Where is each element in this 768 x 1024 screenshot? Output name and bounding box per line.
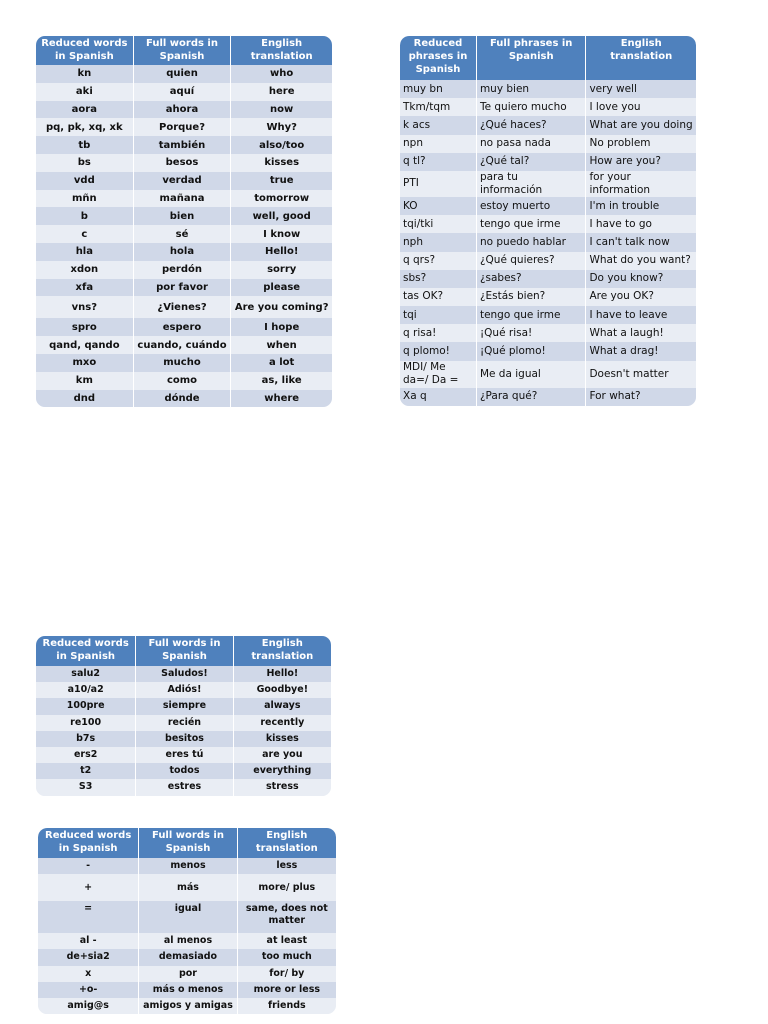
table-cell: well, good: [231, 207, 332, 225]
table-cell: recently: [234, 715, 331, 731]
table-cell: hla: [36, 243, 134, 261]
table-cell: S3: [36, 779, 136, 795]
table-cell: al -: [38, 933, 139, 949]
table-cell: tas OK?: [400, 288, 477, 306]
table-cell: Saludos!: [136, 666, 233, 682]
table-row: [36, 207, 332, 225]
table-header-row: [36, 636, 331, 666]
table-row: [36, 682, 331, 698]
column-header: English translation: [231, 36, 332, 65]
table-cell: tomorrow: [231, 190, 332, 208]
table-row: [38, 901, 336, 933]
table-cell: true: [231, 172, 332, 190]
table-cell: npn: [400, 135, 477, 153]
table-body: [38, 858, 336, 1014]
table-cell: more/ plus: [238, 874, 336, 901]
table-cell: as, like: [231, 372, 332, 390]
table-header-row: [36, 36, 332, 65]
table-row: [400, 171, 696, 197]
table-cell: xfa: [36, 279, 134, 297]
table-cell: nph: [400, 233, 477, 251]
table-cell: =: [38, 901, 139, 933]
table-cell: ¿Vienes?: [134, 296, 232, 318]
table-body: [400, 80, 696, 406]
table-row: [38, 949, 336, 965]
table-cell: aki: [36, 83, 134, 101]
table-row: [36, 336, 332, 354]
table-row: [36, 190, 332, 208]
table-cell: friends: [238, 998, 336, 1014]
table-row: [400, 80, 696, 98]
table-cell: ¡Qué risa!: [477, 324, 587, 342]
table-cell: Do you know?: [586, 270, 696, 288]
table-cell: +o-: [38, 982, 139, 998]
table-cell: ¡Qué plomo!: [477, 342, 587, 360]
table-cell: demasiado: [139, 949, 237, 965]
table-cell: What are you doing: [586, 116, 696, 134]
table-cell: Hello!: [231, 243, 332, 261]
table-row: [38, 998, 336, 1014]
table-row: [36, 318, 332, 336]
table-cell: más o menos: [139, 982, 237, 998]
table-cell: también: [134, 136, 232, 154]
table-cell: aora: [36, 101, 134, 119]
table-row: [400, 98, 696, 116]
table-cell: cuando, cuándo: [134, 336, 232, 354]
table-row: [400, 361, 696, 388]
table-cell: kisses: [231, 154, 332, 172]
table-row: [38, 933, 336, 949]
table-cell: here: [231, 83, 332, 101]
table-cell: mucho: [134, 354, 232, 372]
table-cell: I hope: [231, 318, 332, 336]
table-row: [36, 698, 331, 714]
table-cell: bs: [36, 154, 134, 172]
phrases-table-clip: [400, 36, 696, 430]
table-cell: KO: [400, 197, 477, 215]
table-cell: -: [38, 858, 139, 874]
table-cell: now: [231, 101, 332, 119]
table-row: [36, 154, 332, 172]
table-cell: amig@s: [38, 998, 139, 1014]
table-cell: I have to leave: [586, 306, 696, 324]
table-cell: xdon: [36, 261, 134, 279]
table-cell: stress: [234, 779, 331, 795]
table-row: [36, 118, 332, 136]
table-cell: are you: [234, 747, 331, 763]
table-row: [36, 296, 332, 318]
table-cell: for/ by: [238, 966, 336, 982]
table-cell: espero: [134, 318, 232, 336]
table-cell: vns?: [36, 296, 134, 318]
table-cell: Are you coming?: [231, 296, 332, 318]
table-cell: tqi/tki: [400, 215, 477, 233]
table-row: [400, 252, 696, 270]
table-row: [400, 342, 696, 360]
table-row: [36, 779, 331, 795]
table-cell: hola: [134, 243, 232, 261]
table-cell: eres tú: [136, 747, 233, 763]
table-cell: ¿sabes?: [477, 270, 587, 288]
column-header: English translation: [234, 636, 331, 666]
table-cell: siempre: [136, 698, 233, 714]
table-row: [36, 65, 332, 83]
table-cell: What do you want?: [586, 252, 696, 270]
table-cell: k acs: [400, 116, 477, 134]
table-row: [36, 101, 332, 119]
table-cell: bien: [134, 207, 232, 225]
table-cell: ¿Qué tal?: [477, 153, 587, 171]
table-row: [36, 172, 332, 190]
table-cell: ¿Para qué?: [477, 388, 587, 406]
table-cell: I love you: [586, 98, 696, 116]
table-cell: q plomo!: [400, 342, 477, 360]
table-header-row: [38, 828, 336, 858]
table-cell: less: [238, 858, 336, 874]
table-cell: q qrs?: [400, 252, 477, 270]
table-row: [400, 324, 696, 342]
table-cell: mxo: [36, 354, 134, 372]
table-cell: for your information: [586, 171, 696, 197]
table-header-row: [400, 36, 696, 80]
column-header: Full words in Spanish: [139, 828, 237, 858]
table-cell: spro: [36, 318, 134, 336]
table-cell: No problem: [586, 135, 696, 153]
table-cell: kn: [36, 65, 134, 83]
table-cell: tb: [36, 136, 134, 154]
table-row: [36, 390, 332, 408]
column-header: Reduced words in Spanish: [36, 636, 136, 666]
table-cell: always: [234, 698, 331, 714]
table-cell: muy bn: [400, 80, 477, 98]
table-row: [38, 982, 336, 998]
table-cell: estres: [136, 779, 233, 795]
table-cell: al menos: [139, 933, 237, 949]
table-cell: For what?: [586, 388, 696, 406]
table-cell: no puedo hablar: [477, 233, 587, 251]
table-body: [36, 666, 331, 796]
table-row: [36, 261, 332, 279]
table-cell: qand, qando: [36, 336, 134, 354]
table-cell: Te quiero mucho: [477, 98, 587, 116]
table-cell: re100: [36, 715, 136, 731]
table-cell: Doesn't matter: [586, 361, 696, 388]
table-cell: salu2: [36, 666, 136, 682]
table-cell: sé: [134, 225, 232, 243]
number-abbreviations-table: [36, 636, 331, 796]
table-cell: Me da igual: [477, 361, 587, 388]
table-cell: x: [38, 966, 139, 982]
symbol-table-clip: [38, 828, 336, 1024]
table-row: [400, 288, 696, 306]
symbol-abbreviations-table: [38, 828, 336, 1014]
table-cell: muy bien: [477, 80, 587, 98]
abbreviated-phrases-table: [400, 36, 696, 406]
table-cell: dnd: [36, 390, 134, 408]
table-cell: Hello!: [234, 666, 331, 682]
table-cell: aquí: [134, 83, 232, 101]
table-cell: at least: [238, 933, 336, 949]
table-row: [400, 388, 696, 406]
table-cell: sorry: [231, 261, 332, 279]
table-cell: mñn: [36, 190, 134, 208]
table-cell: also/too: [231, 136, 332, 154]
table-cell: igual: [139, 901, 237, 933]
table-cell: same, does not matter: [238, 901, 336, 933]
table-row: [38, 858, 336, 874]
table-cell: por: [139, 966, 237, 982]
table-cell: sbs?: [400, 270, 477, 288]
table-cell: vdd: [36, 172, 134, 190]
table-cell: q tl?: [400, 153, 477, 171]
table-row: [400, 233, 696, 251]
table-cell: b: [36, 207, 134, 225]
table-cell: pq, pk, xq, xk: [36, 118, 134, 136]
column-header: Full words in Spanish: [136, 636, 233, 666]
table-cell: por favor: [134, 279, 232, 297]
table-cell: Porque?: [134, 118, 232, 136]
table-cell: más: [139, 874, 237, 901]
table-row: [36, 666, 331, 682]
table-cell: Adiós!: [136, 682, 233, 698]
table-cell: para tu información: [477, 171, 587, 197]
table-cell: recién: [136, 715, 233, 731]
table-cell: Why?: [231, 118, 332, 136]
table-cell: ¿Qué quieres?: [477, 252, 587, 270]
table-cell: b7s: [36, 731, 136, 747]
column-header: Full phrases in Spanish: [477, 36, 587, 80]
table-cell: MDI/ Me da=/ Da =: [400, 361, 477, 388]
table-cell: I have to go: [586, 215, 696, 233]
table-cell: quien: [134, 65, 232, 83]
table-cell: t2: [36, 763, 136, 779]
table-row: [36, 83, 332, 101]
column-header: English translation: [586, 36, 696, 80]
table-cell: when: [231, 336, 332, 354]
table-row: [36, 354, 332, 372]
table-row: [400, 135, 696, 153]
table-cell: where: [231, 390, 332, 408]
table-body: [36, 65, 332, 407]
table-row: [400, 116, 696, 134]
table-cell: very well: [586, 80, 696, 98]
table-row: [38, 966, 336, 982]
table-cell: What a laugh!: [586, 324, 696, 342]
table-cell: who: [231, 65, 332, 83]
table-cell: +: [38, 874, 139, 901]
abbreviations-table-1: [36, 36, 332, 407]
table-cell: mañana: [134, 190, 232, 208]
table-row: [400, 215, 696, 233]
table-row: [36, 747, 331, 763]
table-row: [36, 243, 332, 261]
table-cell: besitos: [136, 731, 233, 747]
table-cell: 100pre: [36, 698, 136, 714]
table-cell: tengo que irme: [477, 215, 587, 233]
table-row: [400, 270, 696, 288]
table-cell: please: [231, 279, 332, 297]
table-row: [400, 197, 696, 215]
table-cell: verdad: [134, 172, 232, 190]
table-cell: more or less: [238, 982, 336, 998]
table-cell: a10/a2: [36, 682, 136, 698]
table-cell: How are you?: [586, 153, 696, 171]
table-row: [38, 874, 336, 901]
table-cell: PTI: [400, 171, 477, 197]
table-cell: I know: [231, 225, 332, 243]
table-row: [36, 763, 331, 779]
table-cell: too much: [238, 949, 336, 965]
table-cell: ahora: [134, 101, 232, 119]
table-cell: Are you OK?: [586, 288, 696, 306]
table-cell: estoy muerto: [477, 197, 587, 215]
table-row: [36, 715, 331, 731]
table-cell: I can't talk now: [586, 233, 696, 251]
table-cell: tqi: [400, 306, 477, 324]
table-row: [36, 225, 332, 243]
table-cell: amigos y amigas: [139, 998, 237, 1014]
table-cell: de+sia2: [38, 949, 139, 965]
column-header: Reduced words in Spanish: [36, 36, 134, 65]
table-row: [400, 306, 696, 324]
table-cell: I'm in trouble: [586, 197, 696, 215]
table-cell: tengo que irme: [477, 306, 587, 324]
table-cell: menos: [139, 858, 237, 874]
table-cell: no pasa nada: [477, 135, 587, 153]
table-cell: ¿Estás bien?: [477, 288, 587, 306]
table-row: [36, 731, 331, 747]
table-cell: km: [36, 372, 134, 390]
column-header: Reduced phrases in Spanish: [400, 36, 477, 80]
column-header: English translation: [238, 828, 336, 858]
column-header: Reduced words in Spanish: [38, 828, 139, 858]
table-cell: como: [134, 372, 232, 390]
table-cell: q risa!: [400, 324, 477, 342]
table-cell: todos: [136, 763, 233, 779]
table-row: [36, 136, 332, 154]
table-cell: besos: [134, 154, 232, 172]
table-row: [36, 372, 332, 390]
table-cell: Tkm/tqm: [400, 98, 477, 116]
table-cell: ¿Qué haces?: [477, 116, 587, 134]
table-cell: What a drag!: [586, 342, 696, 360]
table-cell: Goodbye!: [234, 682, 331, 698]
table-cell: dónde: [134, 390, 232, 408]
table-row: [400, 153, 696, 171]
table-row: [36, 279, 332, 297]
table-cell: everything: [234, 763, 331, 779]
table-cell: kisses: [234, 731, 331, 747]
table-cell: c: [36, 225, 134, 243]
table-cell: ers2: [36, 747, 136, 763]
table-cell: a lot: [231, 354, 332, 372]
table-cell: perdón: [134, 261, 232, 279]
column-header: Full words in Spanish: [134, 36, 232, 65]
table-cell: Xa q: [400, 388, 477, 406]
